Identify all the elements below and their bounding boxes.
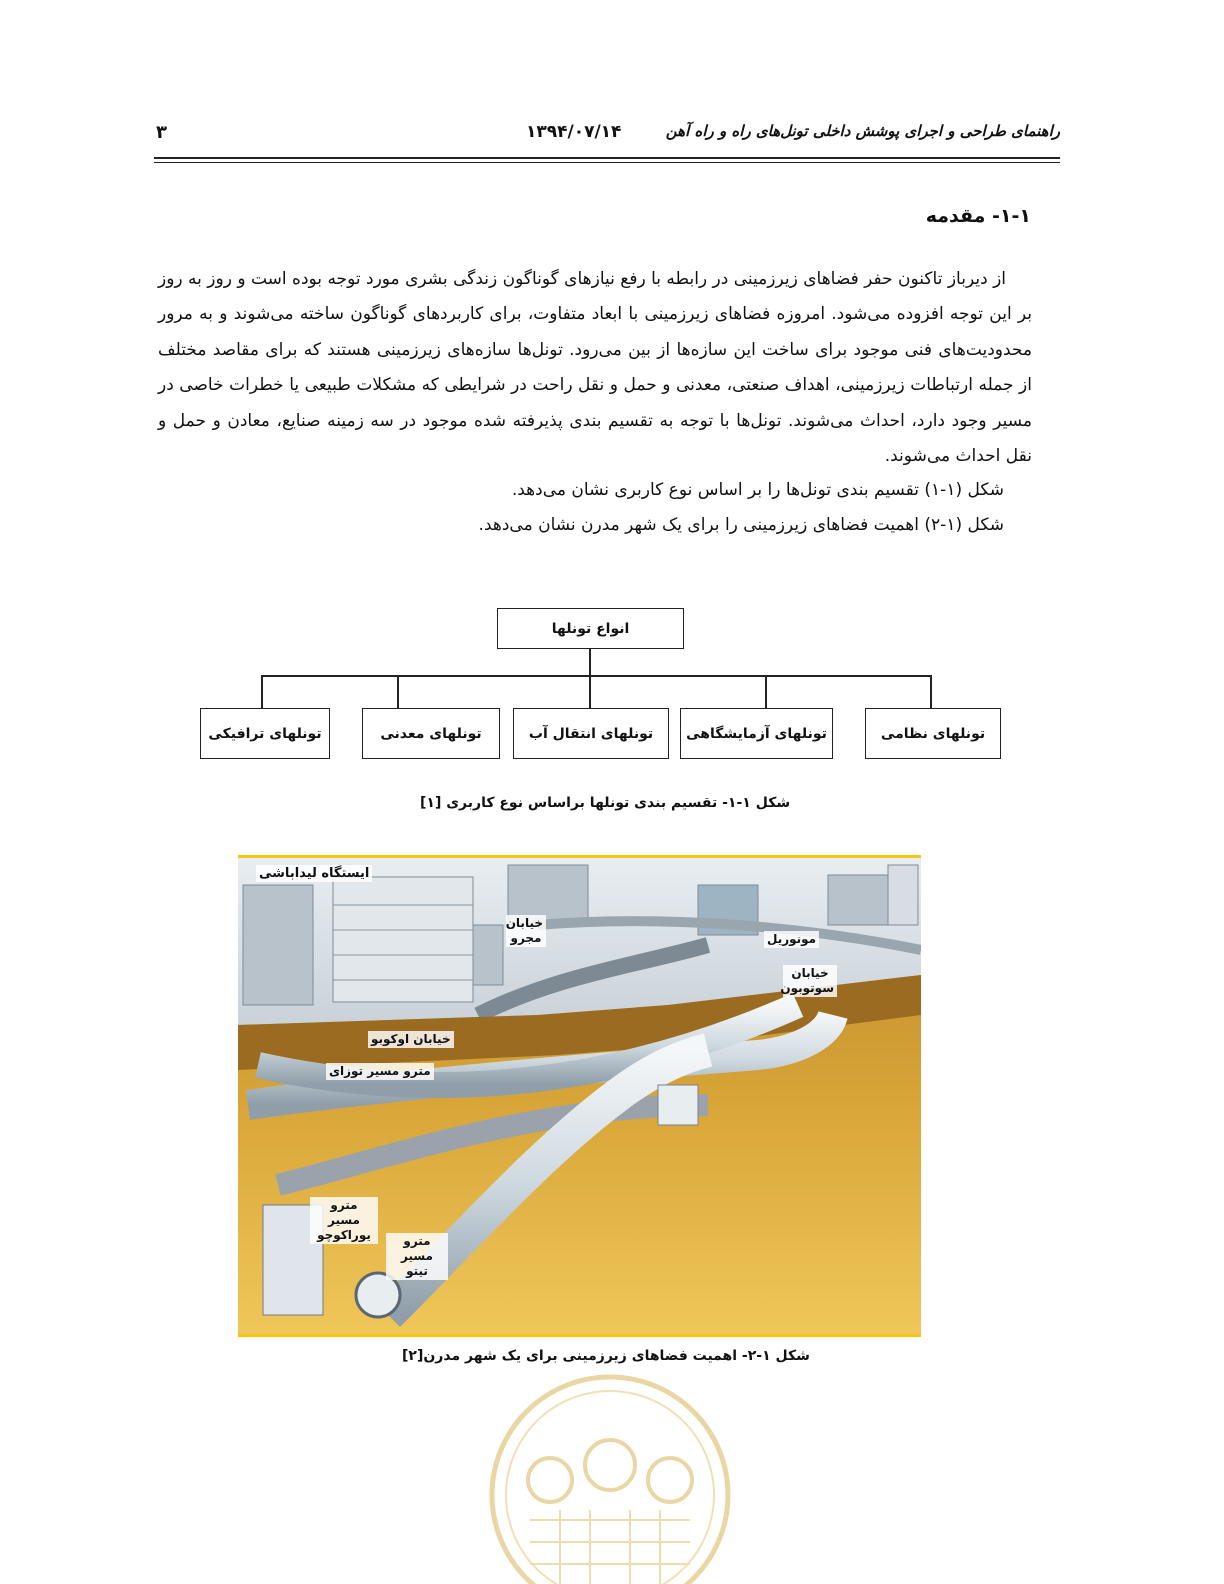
header-date: ۱۳۹۴/۰۷/۱۴ bbox=[526, 122, 622, 142]
connector-2 bbox=[765, 675, 767, 708]
chart-box-water: تونلهای انتقال آب bbox=[513, 708, 669, 759]
chart-box-traffic: تونلهای ترافیکی bbox=[200, 708, 330, 759]
label-metro-yurakucho: مترو مسیر یوراکوچو bbox=[310, 1197, 378, 1244]
chart-box-military: تونلهای نظامی bbox=[865, 708, 1001, 759]
label-street-okubo: خیابان اوکوبو bbox=[368, 1031, 454, 1048]
connector-3 bbox=[589, 675, 591, 708]
page-number: ۳ bbox=[156, 122, 167, 143]
watermark-logo bbox=[485, 1370, 735, 1584]
illustration-graphic bbox=[238, 855, 921, 1337]
figure-1-caption: شکل ۱-۱- تقسیم بندی تونلها براساس نوع کاربری [۱] bbox=[420, 795, 791, 811]
chart-box-mining: تونلهای معدنی bbox=[362, 708, 500, 759]
label-metro-toza: مترو مسیر توزای bbox=[326, 1063, 434, 1080]
chart-box-laboratory: تونلهای آزمایشگاهی bbox=[680, 708, 833, 759]
chart-root-box: انواع تونلها bbox=[497, 608, 684, 649]
connector-5 bbox=[261, 675, 263, 708]
tunnel-types-chart bbox=[195, 600, 1007, 770]
figure-reference-1: شکل (۱-۱) تقسیم بندی تونل‌ها را بر اساس نوع کاربری نشان می‌دهد. bbox=[511, 480, 1004, 500]
section-heading: ۱-۱- مقدمه bbox=[925, 205, 1031, 227]
header-rule bbox=[154, 157, 1060, 159]
page-header bbox=[156, 122, 1060, 148]
label-metro-tito: مترو مسیر تیتو bbox=[386, 1233, 448, 1280]
connector-bar bbox=[261, 675, 931, 677]
label-street-meguro: خیابان مجرو bbox=[506, 915, 546, 947]
underground-city-illustration bbox=[238, 855, 921, 1337]
connector-root bbox=[589, 649, 591, 675]
label-station: ایستگاه لیداباشی bbox=[256, 865, 372, 882]
figure-2-caption: شکل ۱-۲- اهمیت فضاهای زیرزمینی برای یک شهر مدرن[۲] bbox=[402, 1348, 810, 1364]
document-title: راهنمای طراحی و اجرای پوشش داخلی تونل‌های راه و راه آهن bbox=[665, 122, 1060, 140]
label-monorail: مونوریل bbox=[764, 931, 819, 948]
connector-1 bbox=[930, 675, 932, 708]
intro-paragraph: از دیرباز تاکنون حفر فضاهای زیرزمینی در رابطه با رفع نیازهای گوناگون زندگی بشری مورد توجه بوده است و روز به روز بر این توجه افزوده می‌شود. امروزه فضاهای زیرزمینی با ابعاد متفاوت، برای کاربردهای گوناگون ساخته می‌شوند و به مرور محدودیت‌های فنی موجود برای ساخت این سازه‌ها از بین می‌رود. تونل‌ها سازه‌های زیرزمینی هستند که برای مقاصد مختلف از جمله ارتباطات زیرزمینی، اهداف صنعتی، معدنی و حمل و نقل راحت در شرایطی که مشکلات طبیعی یا خطرات خاصی در مسیر وجود دارد، احداث می‌شوند. تونل‌ها با توجه به تقسیم بندی پذیرفته شده موجود در سه زمینه صنایع، معادن و حمل و نقل احداث می‌شوند. bbox=[158, 269, 1032, 467]
header-rule-thin bbox=[154, 162, 1060, 163]
connector-4 bbox=[397, 675, 399, 708]
label-street-sotobon: خیابان سوتوبون bbox=[783, 965, 837, 997]
figure-reference-2: شکل (۱-۲) اهمیت فضاهای زیرزمینی را برای یک شهر مدرن نشان می‌دهد. bbox=[478, 515, 1004, 535]
